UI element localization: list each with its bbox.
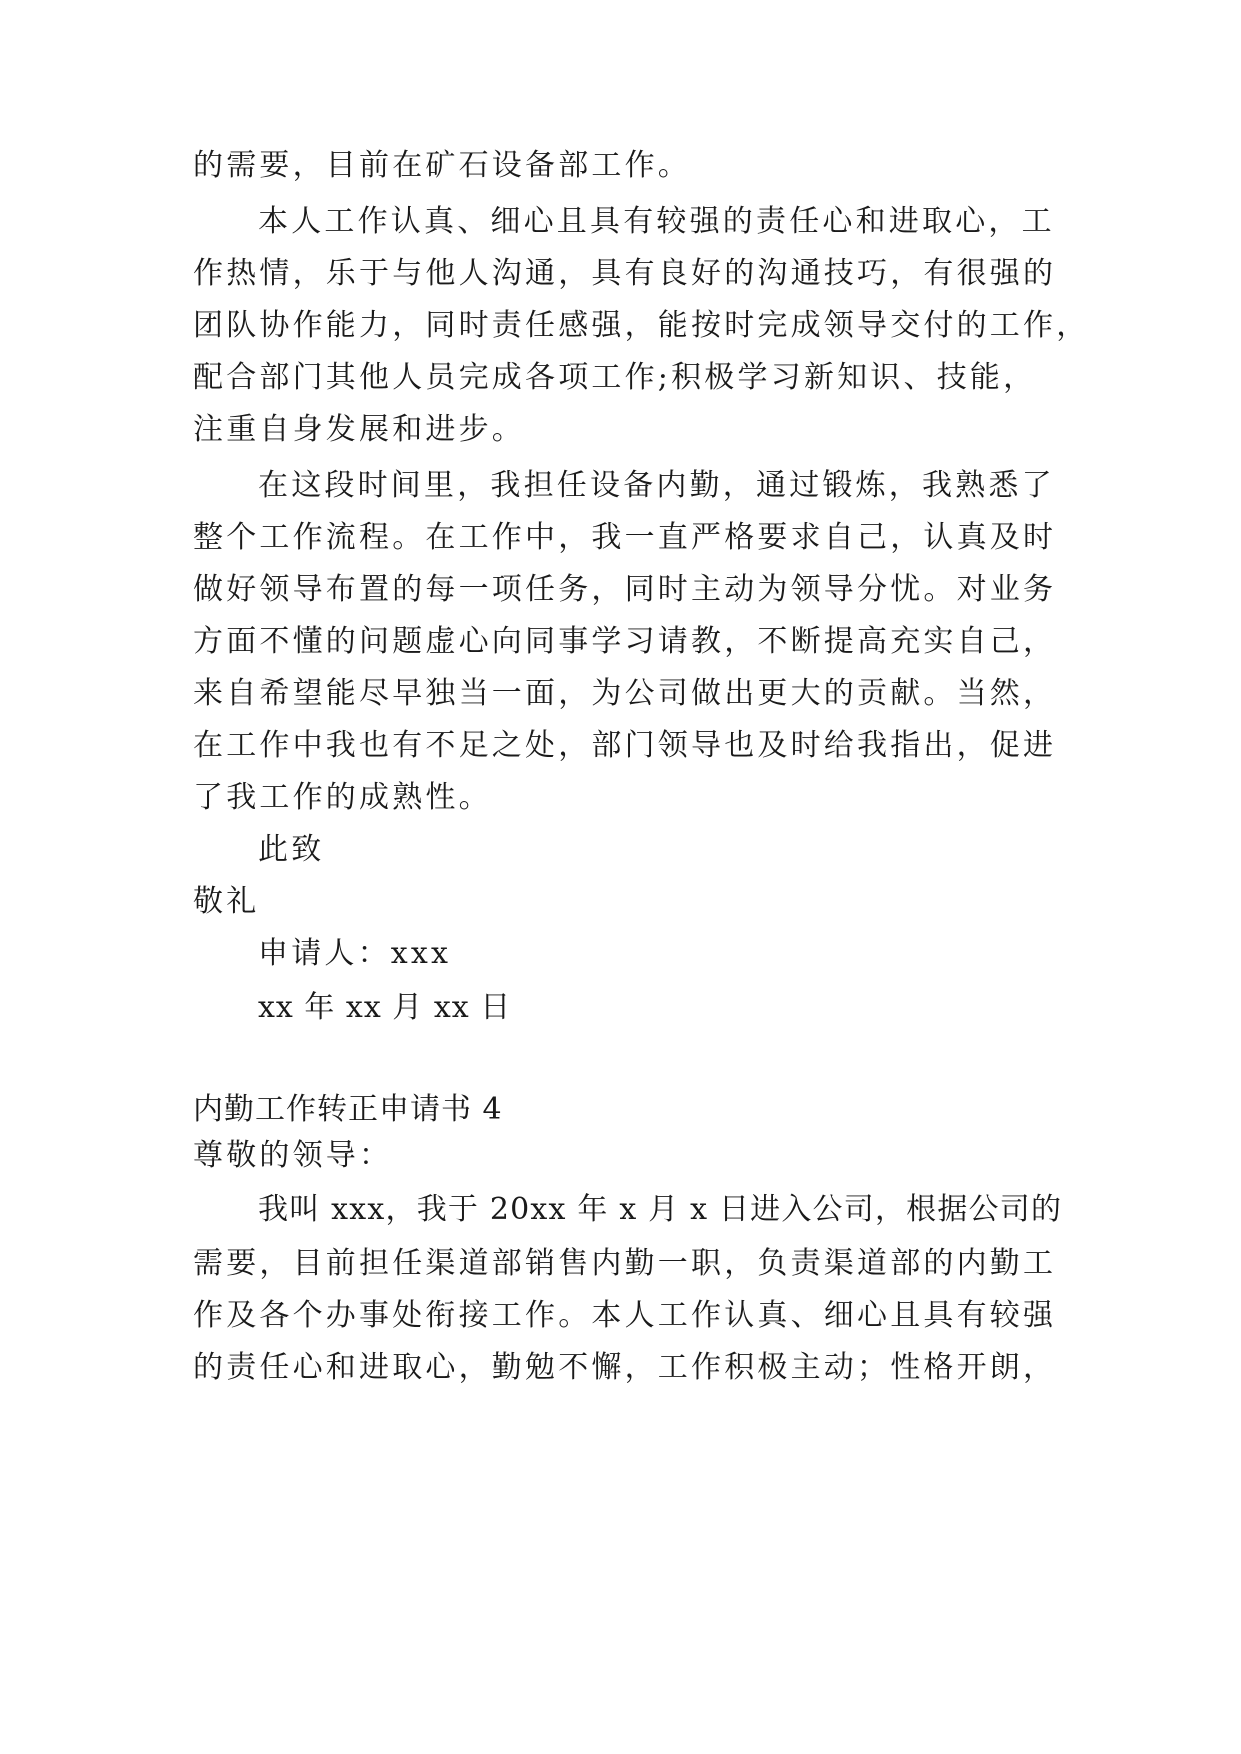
paragraph-line: 了我工作的成熟性。: [193, 780, 492, 815]
salutation: 尊敬的领导：: [193, 1138, 393, 1173]
paragraph-line: 在工作中我也有不足之处，部门领导也及时给我指出，促进: [193, 728, 1057, 763]
paragraph-line: 团队协作能力，同时责任感强，能按时完成领导交付的工作，: [193, 308, 1090, 343]
paragraph-line: 需要，目前担任渠道部销售内勤一职，负责渠道部的内勤工: [193, 1246, 1057, 1281]
paragraph-line: 作热情，乐于与他人沟通，具有良好的沟通技巧，有很强的: [193, 256, 1057, 291]
paragraph-line: 做好领导布置的每一项任务，同时主动为领导分忧。对业务: [193, 572, 1057, 607]
paragraph-line: 整个工作流程。在工作中，我一直严格要求自己，认真及时: [193, 520, 1057, 555]
paragraph-line: 我叫 xxx，我于 20xx 年 x 月 x 日进入公司，根据公司的: [258, 1192, 1063, 1227]
closing-line: 此致: [258, 832, 325, 867]
paragraph-line: 方面不懂的问题虚心向同事学习请教，不断提高充实自己，: [193, 624, 1057, 659]
paragraph-line: 本人工作认真、细心且具有较强的责任心和进取心，工: [258, 204, 1055, 239]
paragraph-line: 在这段时间里，我担任设备内勤，通过锻炼，我熟悉了: [258, 468, 1055, 503]
closing-line: 敬礼: [193, 884, 260, 919]
date-line: xx 年 xx 月 xx 日: [258, 990, 512, 1025]
paragraph-line: 的需要，目前在矿石设备部工作。: [193, 148, 691, 183]
section-title: 内勤工作转正申请书 4: [193, 1092, 503, 1127]
paragraph-line: 注重自身发展和进步。: [193, 412, 525, 447]
paragraph-line: 作及各个办事处衔接工作。本人工作认真、细心且具有较强: [193, 1298, 1057, 1333]
paragraph-line: 来自希望能尽早独当一面，为公司做出更大的贡献。当然，: [193, 676, 1057, 711]
paragraph-line: 配合部门其他人员完成各项工作;积极学习新知识、技能，: [193, 360, 1037, 395]
applicant-line: 申请人：xxx: [258, 936, 452, 971]
paragraph-line: 的责任心和进取心，勤勉不懈，工作积极主动；性格开朗，: [193, 1350, 1057, 1385]
